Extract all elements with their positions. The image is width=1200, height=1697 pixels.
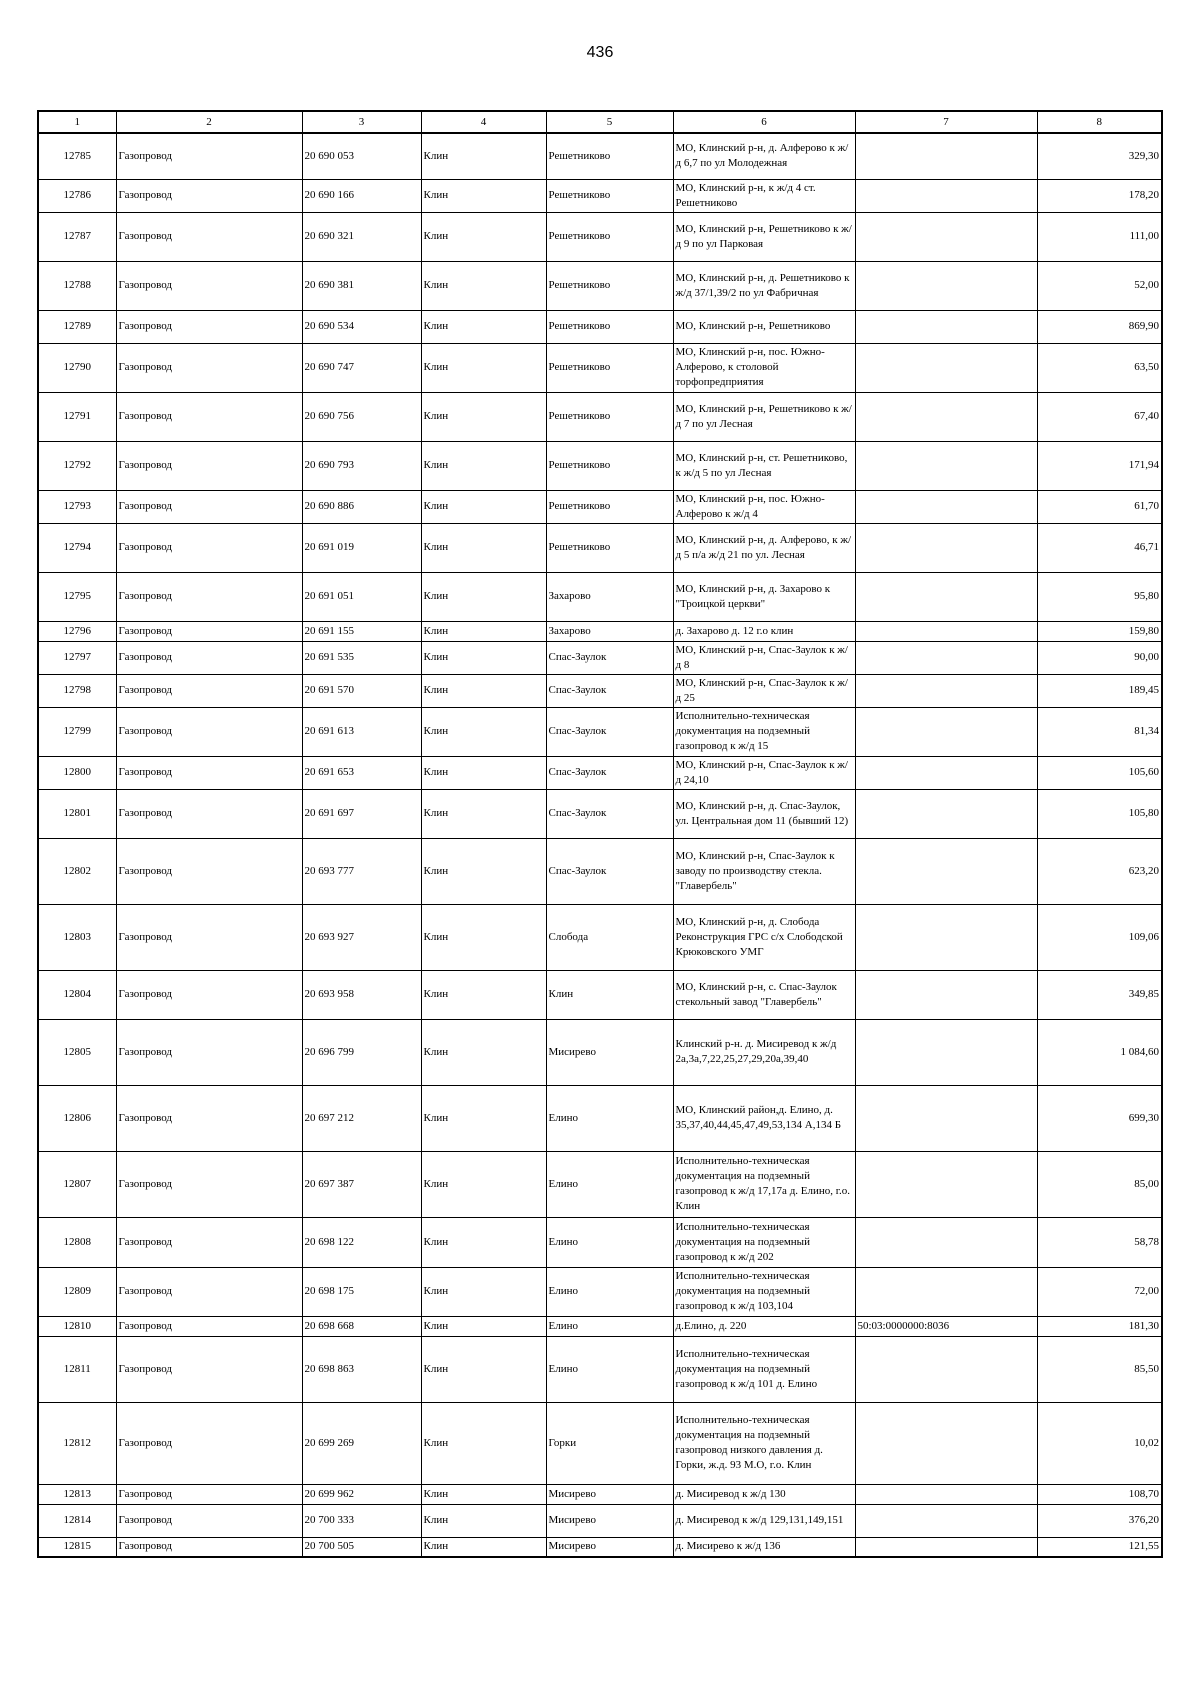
table-row — [38, 212, 1162, 261]
cadastral-number-cell — [855, 1217, 1037, 1267]
locality-cell: Горки — [546, 1402, 673, 1484]
table-row — [38, 1267, 1162, 1316]
inventory-number-cell: 20 690 053 — [302, 133, 421, 179]
row-number-cell: 12796 — [38, 621, 116, 641]
length-cell: 95,80 — [1037, 572, 1162, 621]
table-body — [38, 133, 1162, 1557]
row-number-cell: 12810 — [38, 1316, 116, 1336]
district-cell: Клин — [421, 343, 546, 392]
row-number-cell: 12789 — [38, 310, 116, 343]
table-row — [38, 641, 1162, 674]
length-cell: 63,50 — [1037, 343, 1162, 392]
length-cell: 58,78 — [1037, 1217, 1162, 1267]
cadastral-number-cell — [855, 838, 1037, 904]
district-cell: Клин — [421, 1537, 546, 1557]
address-cell: МО, Клинский р-н, д. Захарово к "Троицкой церкви" — [673, 572, 855, 621]
address-cell: Исполнительно-техническая документация на подземный газопровод к ж/д 103,104 — [673, 1267, 855, 1316]
locality-cell: Решетниково — [546, 179, 673, 212]
cadastral-number-cell — [855, 1019, 1037, 1085]
length-cell: 1 084,60 — [1037, 1019, 1162, 1085]
object-name-cell: Газопровод — [116, 441, 302, 490]
length-cell: 181,30 — [1037, 1316, 1162, 1336]
row-number-cell: 12798 — [38, 674, 116, 707]
table-row — [38, 970, 1162, 1019]
object-name-cell: Газопровод — [116, 707, 302, 756]
row-number-cell: 12785 — [38, 133, 116, 179]
inventory-number-cell: 20 691 535 — [302, 641, 421, 674]
length-cell: 10,02 — [1037, 1402, 1162, 1484]
address-cell: МО, Клинский р-н, Спас-Заулок к ж/д 8 — [673, 641, 855, 674]
inventory-number-cell: 20 690 534 — [302, 310, 421, 343]
inventory-number-cell: 20 691 019 — [302, 523, 421, 572]
table-row — [38, 523, 1162, 572]
address-cell: Клинский р-н. д. Мисиревод к ж/д 2а,3а,7,22,25,27,29,20а,39,40 — [673, 1019, 855, 1085]
table-row — [38, 310, 1162, 343]
object-name-cell: Газопровод — [116, 490, 302, 523]
address-cell: д. Мисиревод к ж/д 130 — [673, 1484, 855, 1504]
table-row — [38, 674, 1162, 707]
district-cell: Клин — [421, 490, 546, 523]
table-row — [38, 490, 1162, 523]
inventory-number-cell: 20 690 756 — [302, 392, 421, 441]
cadastral-number-cell — [855, 572, 1037, 621]
row-number-cell: 12808 — [38, 1217, 116, 1267]
table-row — [38, 1151, 1162, 1217]
cadastral-number-cell — [855, 523, 1037, 572]
district-cell: Клин — [421, 1217, 546, 1267]
address-cell: МО, Клинский р-н, к ж/д 4 ст. Решетниково — [673, 179, 855, 212]
object-name-cell: Газопровод — [116, 789, 302, 838]
object-name-cell: Газопровод — [116, 261, 302, 310]
length-cell: 105,80 — [1037, 789, 1162, 838]
cadastral-number-cell — [855, 1151, 1037, 1217]
address-cell: МО, Клинский р-н, д. Спас-Заулок, ул. Центральная дом 11 (бывший 12) — [673, 789, 855, 838]
object-name-cell: Газопровод — [116, 343, 302, 392]
object-name-cell: Газопровод — [116, 621, 302, 641]
length-cell: 108,70 — [1037, 1484, 1162, 1504]
row-number-cell: 12787 — [38, 212, 116, 261]
locality-cell: Елино — [546, 1316, 673, 1336]
row-number-cell: 12801 — [38, 789, 116, 838]
address-cell: МО, Клинский р-н, д. Алферово к ж/д 6,7 по ул Молодежная — [673, 133, 855, 179]
column-header: 7 — [855, 111, 1037, 133]
cadastral-number-cell — [855, 756, 1037, 789]
cadastral-number-cell — [855, 441, 1037, 490]
inventory-number-cell: 20 697 387 — [302, 1151, 421, 1217]
district-cell: Клин — [421, 1267, 546, 1316]
length-cell: 178,20 — [1037, 179, 1162, 212]
row-number-cell: 12797 — [38, 641, 116, 674]
locality-cell: Елино — [546, 1217, 673, 1267]
locality-cell: Спас-Заулок — [546, 674, 673, 707]
row-number-cell: 12802 — [38, 838, 116, 904]
district-cell: Клин — [421, 1019, 546, 1085]
header-row — [38, 111, 1162, 133]
inventory-number-cell: 20 697 212 — [302, 1085, 421, 1151]
object-name-cell: Газопровод — [116, 523, 302, 572]
district-cell: Клин — [421, 523, 546, 572]
district-cell: Клин — [421, 838, 546, 904]
table-row — [38, 1402, 1162, 1484]
cadastral-number-cell — [855, 1484, 1037, 1504]
cadastral-number-cell — [855, 343, 1037, 392]
address-cell: МО, Клинский р-н, д. Алферово, к ж/д 5 п/а ж/д 21 по ул. Лесная — [673, 523, 855, 572]
address-cell: МО, Клинский р-н, пос. Южно-Алферово, к столовой торфопредприятия — [673, 343, 855, 392]
cadastral-number-cell — [855, 392, 1037, 441]
length-cell: 349,85 — [1037, 970, 1162, 1019]
length-cell: 85,00 — [1037, 1151, 1162, 1217]
table-row — [38, 343, 1162, 392]
table-row — [38, 1316, 1162, 1336]
locality-cell: Мисирево — [546, 1484, 673, 1504]
object-name-cell: Газопровод — [116, 1402, 302, 1484]
row-number-cell: 12803 — [38, 904, 116, 970]
inventory-number-cell: 20 699 962 — [302, 1484, 421, 1504]
length-cell: 105,60 — [1037, 756, 1162, 789]
inventory-number-cell: 20 690 747 — [302, 343, 421, 392]
cadastral-number-cell — [855, 674, 1037, 707]
inventory-number-cell: 20 693 927 — [302, 904, 421, 970]
locality-cell: Елино — [546, 1336, 673, 1402]
table-row — [38, 572, 1162, 621]
object-name-cell: Газопровод — [116, 392, 302, 441]
inventory-number-cell: 20 700 505 — [302, 1537, 421, 1557]
district-cell: Клин — [421, 1316, 546, 1336]
inventory-number-cell: 20 699 269 — [302, 1402, 421, 1484]
length-cell: 171,94 — [1037, 441, 1162, 490]
object-name-cell: Газопровод — [116, 756, 302, 789]
row-number-cell: 12788 — [38, 261, 116, 310]
table-row — [38, 261, 1162, 310]
address-cell: д. Мисиревод к ж/д 129,131,149,151 — [673, 1504, 855, 1537]
length-cell: 90,00 — [1037, 641, 1162, 674]
locality-cell: Мисирево — [546, 1019, 673, 1085]
cadastral-number-cell — [855, 1537, 1037, 1557]
address-cell: Исполнительно-техническая документация на подземный газопровод к ж/д 101 д. Елино — [673, 1336, 855, 1402]
row-number-cell: 12807 — [38, 1151, 116, 1217]
object-name-cell: Газопровод — [116, 179, 302, 212]
row-number-cell: 12805 — [38, 1019, 116, 1085]
length-cell: 189,45 — [1037, 674, 1162, 707]
cadastral-number-cell — [855, 1504, 1037, 1537]
district-cell: Клин — [421, 1402, 546, 1484]
district-cell: Клин — [421, 621, 546, 641]
inventory-number-cell: 20 698 863 — [302, 1336, 421, 1402]
address-cell: МО, Клинский р-н, ст. Решетниково, к ж/д 5 по ул Лесная — [673, 441, 855, 490]
page-number: 436 — [586, 44, 614, 61]
district-cell: Клин — [421, 904, 546, 970]
register-table — [37, 110, 1163, 1558]
cadastral-number-cell — [855, 641, 1037, 674]
address-cell: МО, Клинский р-н, пос. Южно-Алферово к ж/д 4 — [673, 490, 855, 523]
table-row — [38, 789, 1162, 838]
district-cell: Клин — [421, 641, 546, 674]
address-cell: д.Елино, д. 220 — [673, 1316, 855, 1336]
address-cell: Исполнительно-техническая документация на подземный газопровод низкого давления д. Горки, ж.д. 93 М.О, г.о. Клин — [673, 1402, 855, 1484]
row-number-cell: 12792 — [38, 441, 116, 490]
length-cell: 46,71 — [1037, 523, 1162, 572]
table-row — [38, 441, 1162, 490]
table-row — [38, 1484, 1162, 1504]
object-name-cell: Газопровод — [116, 310, 302, 343]
table-row — [38, 1537, 1162, 1557]
object-name-cell: Газопровод — [116, 1484, 302, 1504]
address-cell: Исполнительно-техническая документация на подземный газопровод к ж/д 17,17а д. Елино, г.о. Клин — [673, 1151, 855, 1217]
cadastral-number-cell — [855, 490, 1037, 523]
address-cell: д. Захарово д. 12 г.о клин — [673, 621, 855, 641]
table-row — [38, 392, 1162, 441]
district-cell: Клин — [421, 310, 546, 343]
table-row — [38, 1019, 1162, 1085]
locality-cell: Клин — [546, 970, 673, 1019]
length-cell: 623,20 — [1037, 838, 1162, 904]
district-cell: Клин — [421, 970, 546, 1019]
cadastral-number-cell — [855, 310, 1037, 343]
locality-cell: Захарово — [546, 572, 673, 621]
locality-cell: Решетниково — [546, 343, 673, 392]
cadastral-number-cell — [855, 179, 1037, 212]
address-cell: МО, Клинский р-н, Спас-Заулок к заводу по производству стекла. "Главербель" — [673, 838, 855, 904]
row-number-cell: 12800 — [38, 756, 116, 789]
column-header: 4 — [421, 111, 546, 133]
inventory-number-cell: 20 691 570 — [302, 674, 421, 707]
district-cell: Клин — [421, 212, 546, 261]
table-row — [38, 1085, 1162, 1151]
district-cell: Клин — [421, 392, 546, 441]
length-cell: 52,00 — [1037, 261, 1162, 310]
address-cell: МО, Клинский р-н, д. Слобода Реконструкция ГРС с/х Слободской Крюковского УМГ — [673, 904, 855, 970]
table-row — [38, 838, 1162, 904]
locality-cell: Решетниково — [546, 133, 673, 179]
object-name-cell: Газопровод — [116, 970, 302, 1019]
cadastral-number-cell: 50:03:0000000:8036 — [855, 1316, 1037, 1336]
district-cell: Клин — [421, 572, 546, 621]
table-row — [38, 133, 1162, 179]
locality-cell: Елино — [546, 1151, 673, 1217]
district-cell: Клин — [421, 441, 546, 490]
object-name-cell: Газопровод — [116, 674, 302, 707]
row-number-cell: 12790 — [38, 343, 116, 392]
inventory-number-cell: 20 691 051 — [302, 572, 421, 621]
address-cell: Исполнительно-техническая документация на подземный газопровод к ж/д 15 — [673, 707, 855, 756]
address-cell: МО, Клинский район,д. Елино, д. 35,37,40,44,45,47,49,53,134 А,134 Б — [673, 1085, 855, 1151]
address-cell: МО, Клинский р-н, Решетниково к ж/д 7 по ул Лесная — [673, 392, 855, 441]
object-name-cell: Газопровод — [116, 133, 302, 179]
object-name-cell: Газопровод — [116, 212, 302, 261]
table-row — [38, 179, 1162, 212]
cadastral-number-cell — [855, 621, 1037, 641]
inventory-number-cell: 20 693 777 — [302, 838, 421, 904]
length-cell: 159,80 — [1037, 621, 1162, 641]
row-number-cell: 12809 — [38, 1267, 116, 1316]
inventory-number-cell: 20 690 793 — [302, 441, 421, 490]
length-cell: 699,30 — [1037, 1085, 1162, 1151]
column-header: 1 — [38, 111, 116, 133]
district-cell: Клин — [421, 1484, 546, 1504]
locality-cell: Мисирево — [546, 1504, 673, 1537]
address-cell: МО, Клинский р-н, Спас-Заулок к ж/д 24,10 — [673, 756, 855, 789]
address-cell: МО, Клинский р-н, с. Спас-Заулок стекольный завод "Главербель" — [673, 970, 855, 1019]
inventory-number-cell: 20 693 958 — [302, 970, 421, 1019]
row-number-cell: 12815 — [38, 1537, 116, 1557]
table-row — [38, 1504, 1162, 1537]
row-number-cell: 12791 — [38, 392, 116, 441]
district-cell: Клин — [421, 1336, 546, 1402]
cadastral-number-cell — [855, 1402, 1037, 1484]
district-cell: Клин — [421, 707, 546, 756]
cadastral-number-cell — [855, 133, 1037, 179]
cadastral-number-cell — [855, 1336, 1037, 1402]
cadastral-number-cell — [855, 707, 1037, 756]
inventory-number-cell: 20 698 175 — [302, 1267, 421, 1316]
district-cell: Клин — [421, 756, 546, 789]
address-cell: МО, Клинский р-н, Решетниково — [673, 310, 855, 343]
row-number-cell: 12812 — [38, 1402, 116, 1484]
row-number-cell: 12794 — [38, 523, 116, 572]
object-name-cell: Газопровод — [116, 1085, 302, 1151]
district-cell: Клин — [421, 261, 546, 310]
object-name-cell: Газопровод — [116, 572, 302, 621]
locality-cell: Спас-Заулок — [546, 756, 673, 789]
row-number-cell: 12813 — [38, 1484, 116, 1504]
district-cell: Клин — [421, 1504, 546, 1537]
object-name-cell: Газопровод — [116, 1267, 302, 1316]
length-cell: 85,50 — [1037, 1336, 1162, 1402]
table-row — [38, 1217, 1162, 1267]
object-name-cell: Газопровод — [116, 1336, 302, 1402]
address-cell: Исполнительно-техническая документация на подземный газопровод к ж/д 202 — [673, 1217, 855, 1267]
length-cell: 81,34 — [1037, 707, 1162, 756]
object-name-cell: Газопровод — [116, 1316, 302, 1336]
row-number-cell: 12814 — [38, 1504, 116, 1537]
length-cell: 121,55 — [1037, 1537, 1162, 1557]
cadastral-number-cell — [855, 1085, 1037, 1151]
inventory-number-cell: 20 690 886 — [302, 490, 421, 523]
address-cell: д. Мисирево к ж/д 136 — [673, 1537, 855, 1557]
cadastral-number-cell — [855, 1267, 1037, 1316]
row-number-cell: 12811 — [38, 1336, 116, 1402]
inventory-number-cell: 20 691 155 — [302, 621, 421, 641]
object-name-cell: Газопровод — [116, 1151, 302, 1217]
locality-cell: Решетниково — [546, 441, 673, 490]
length-cell: 109,06 — [1037, 904, 1162, 970]
locality-cell: Елино — [546, 1085, 673, 1151]
district-cell: Клин — [421, 1085, 546, 1151]
district-cell: Клин — [421, 179, 546, 212]
row-number-cell: 12793 — [38, 490, 116, 523]
row-number-cell: 12795 — [38, 572, 116, 621]
locality-cell: Решетниково — [546, 392, 673, 441]
district-cell: Клин — [421, 1151, 546, 1217]
object-name-cell: Газопровод — [116, 838, 302, 904]
table-row — [38, 904, 1162, 970]
locality-cell: Спас-Заулок — [546, 789, 673, 838]
locality-cell: Захарово — [546, 621, 673, 641]
length-cell: 376,20 — [1037, 1504, 1162, 1537]
locality-cell: Решетниково — [546, 490, 673, 523]
locality-cell: Решетниково — [546, 523, 673, 572]
row-number-cell: 12799 — [38, 707, 116, 756]
locality-cell: Решетниково — [546, 310, 673, 343]
cadastral-number-cell — [855, 789, 1037, 838]
column-header: 5 — [546, 111, 673, 133]
district-cell: Клин — [421, 133, 546, 179]
length-cell: 67,40 — [1037, 392, 1162, 441]
object-name-cell: Газопровод — [116, 904, 302, 970]
object-name-cell: Газопровод — [116, 1217, 302, 1267]
inventory-number-cell: 20 698 668 — [302, 1316, 421, 1336]
table-row — [38, 756, 1162, 789]
district-cell: Клин — [421, 674, 546, 707]
object-name-cell: Газопровод — [116, 1504, 302, 1537]
cadastral-number-cell — [855, 904, 1037, 970]
row-number-cell: 12806 — [38, 1085, 116, 1151]
inventory-number-cell: 20 698 122 — [302, 1217, 421, 1267]
object-name-cell: Газопровод — [116, 641, 302, 674]
table-row — [38, 621, 1162, 641]
object-name-cell: Газопровод — [116, 1019, 302, 1085]
address-cell: МО, Клинский р-н, Решетниково к ж/д 9 по ул Парковая — [673, 212, 855, 261]
table-row — [38, 707, 1162, 756]
locality-cell: Спас-Заулок — [546, 838, 673, 904]
column-header: 8 — [1037, 111, 1162, 133]
inventory-number-cell: 20 690 321 — [302, 212, 421, 261]
cadastral-number-cell — [855, 261, 1037, 310]
address-cell: МО, Клинский р-н, д. Решетниково к ж/д 37/1,39/2 по ул Фабричная — [673, 261, 855, 310]
column-header: 6 — [673, 111, 855, 133]
inventory-number-cell: 20 696 799 — [302, 1019, 421, 1085]
inventory-number-cell: 20 700 333 — [302, 1504, 421, 1537]
cadastral-number-cell — [855, 212, 1037, 261]
length-cell: 72,00 — [1037, 1267, 1162, 1316]
locality-cell: Решетниково — [546, 212, 673, 261]
length-cell: 111,00 — [1037, 212, 1162, 261]
length-cell: 329,30 — [1037, 133, 1162, 179]
row-number-cell: 12786 — [38, 179, 116, 212]
locality-cell: Мисирево — [546, 1537, 673, 1557]
address-cell: МО, Клинский р-н, Спас-Заулок к ж/д 25 — [673, 674, 855, 707]
table-row — [38, 1336, 1162, 1402]
inventory-number-cell: 20 690 381 — [302, 261, 421, 310]
inventory-number-cell: 20 691 653 — [302, 756, 421, 789]
locality-cell: Слобода — [546, 904, 673, 970]
locality-cell: Елино — [546, 1267, 673, 1316]
inventory-number-cell: 20 690 166 — [302, 179, 421, 212]
inventory-number-cell: 20 691 697 — [302, 789, 421, 838]
length-cell: 869,90 — [1037, 310, 1162, 343]
column-header: 3 — [302, 111, 421, 133]
cadastral-number-cell — [855, 970, 1037, 1019]
district-cell: Клин — [421, 789, 546, 838]
locality-cell: Спас-Заулок — [546, 641, 673, 674]
inventory-number-cell: 20 691 613 — [302, 707, 421, 756]
locality-cell: Спас-Заулок — [546, 707, 673, 756]
length-cell: 61,70 — [1037, 490, 1162, 523]
object-name-cell: Газопровод — [116, 1537, 302, 1557]
column-header: 2 — [116, 111, 302, 133]
row-number-cell: 12804 — [38, 970, 116, 1019]
locality-cell: Решетниково — [546, 261, 673, 310]
